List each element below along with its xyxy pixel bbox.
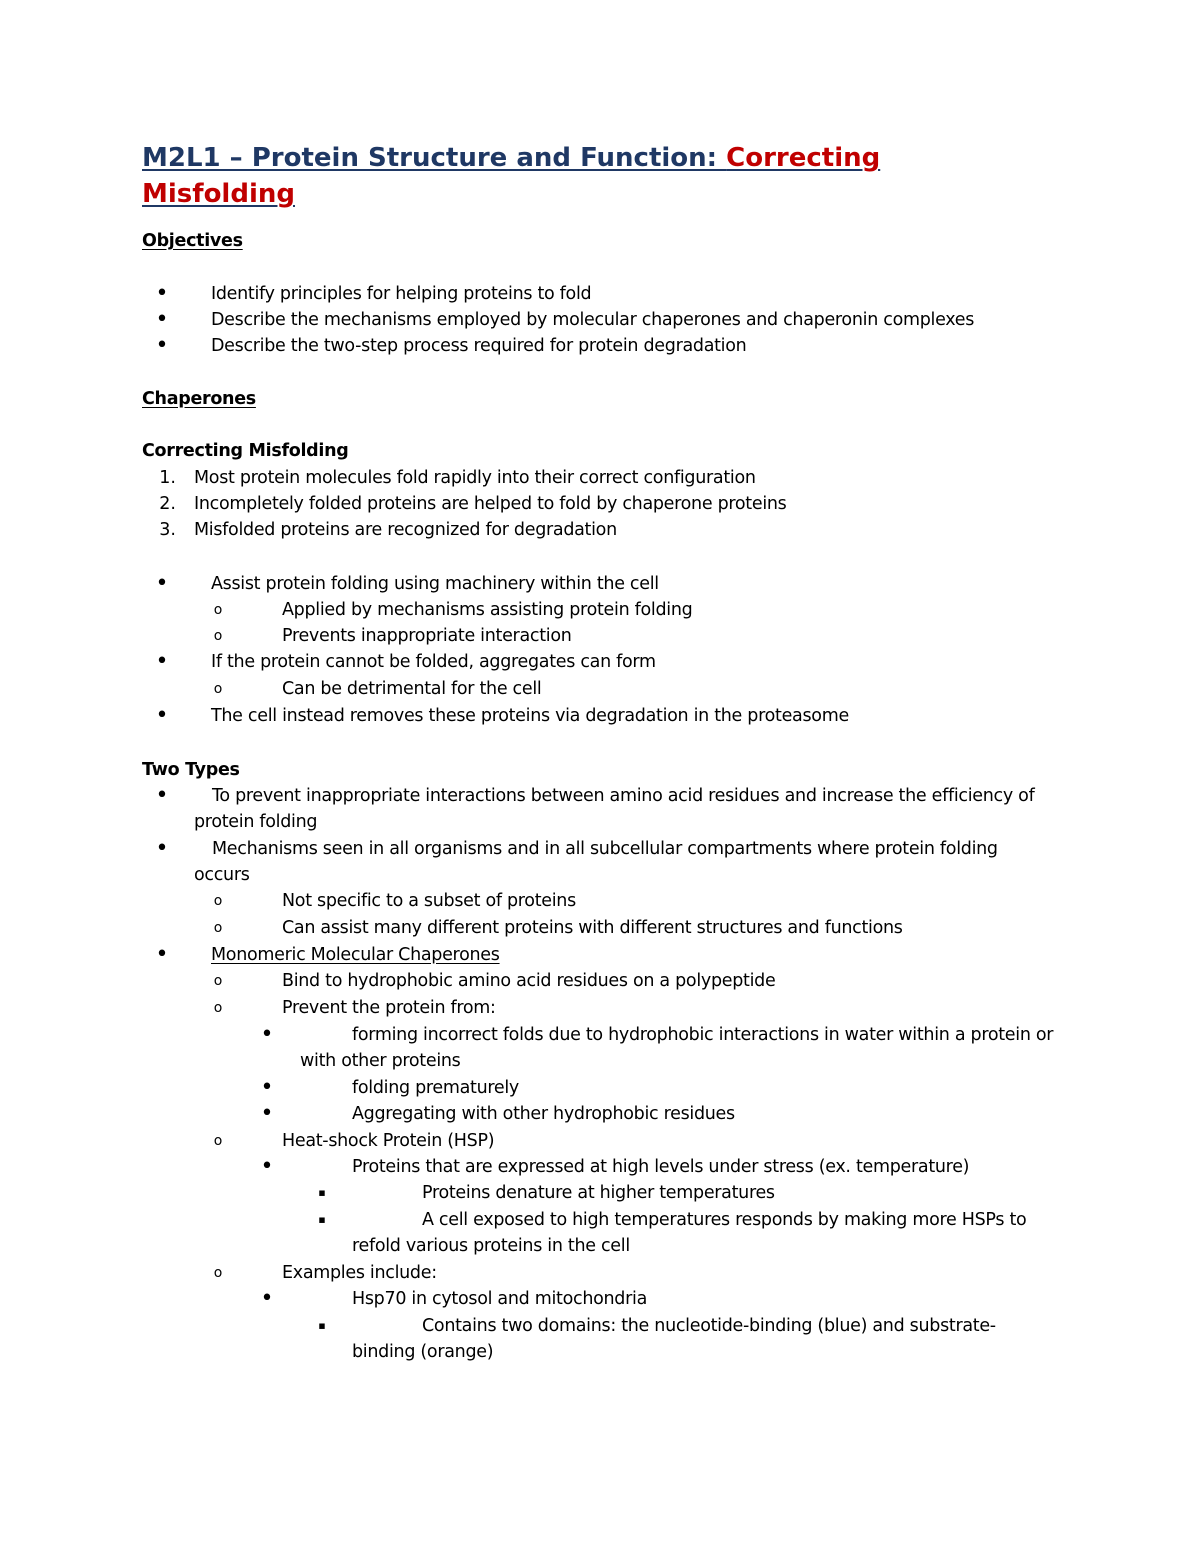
bullet-marker: •	[155, 281, 169, 306]
bullet-item: The cell instead removes these proteins via degradation in the proteasome	[211, 706, 849, 726]
monomeric-chaperones-label: Monomeric Molecular Chaperones	[211, 945, 500, 965]
correcting-misfolding-heading: Correcting Misfolding	[142, 441, 349, 461]
list-number: 1.	[159, 468, 176, 488]
bullet-marker: •	[155, 649, 169, 674]
sub-sub-bullet-item: Hsp70 in cytosol and mitochondria	[352, 1289, 647, 1309]
circle-marker: o	[213, 920, 223, 936]
bullet-marker: •	[260, 1286, 274, 1311]
sub-sub-bullet-item: forming incorrect folds due to hydrophobic interactions in water within a protein or with other proteins	[300, 1025, 1054, 1071]
sub-sub-bullet-item: folding prematurely	[352, 1078, 519, 1098]
list-number: 3.	[159, 520, 176, 540]
numbered-item: Misfolded proteins are recognized for degradation	[194, 520, 617, 540]
level4-item: A cell exposed to high temperatures responds by making more HSPs to refold various proteins in the cell	[352, 1210, 1027, 1256]
numbered-item: Most protein molecules fold rapidly into their correct configuration	[194, 468, 756, 488]
title-main: M2L1 – Protein Structure and Function:	[142, 143, 727, 173]
sub-bullet-item: Can be detrimental for the cell	[282, 679, 542, 699]
list-number: 2.	[159, 494, 176, 514]
circle-marker: o	[213, 973, 223, 989]
sub-bullet-item: Applied by mechanisms assisting protein folding	[282, 600, 693, 620]
objectives-heading: Objectives	[142, 231, 243, 251]
bullet-marker: •	[155, 942, 169, 967]
circle-marker: o	[213, 602, 223, 618]
level4-item: Proteins denature at higher temperatures	[422, 1183, 775, 1203]
bullet-marker: •	[155, 307, 169, 332]
bullet-item: If the protein cannot be folded, aggregates can form	[211, 652, 656, 672]
sub-sub-bullet-item: Aggregating with other hydrophobic residues	[352, 1104, 735, 1124]
chaperones-heading: Chaperones	[142, 389, 256, 409]
circle-marker: o	[213, 1000, 223, 1016]
circle-marker: o	[213, 893, 223, 909]
circle-marker: o	[213, 1133, 223, 1149]
bullet-marker: •	[260, 1075, 274, 1100]
sub-sub-bullet-item: Proteins that are expressed at high levels under stress (ex. temperature)	[352, 1157, 970, 1177]
sub-bullet-item: Prevents inappropriate interaction	[282, 626, 572, 646]
bullet-marker: •	[260, 1154, 274, 1179]
bullet-marker: •	[155, 836, 169, 861]
sub-bullet-item: Bind to hydrophobic amino acid residues on a polypeptide	[282, 971, 776, 991]
circle-marker: o	[213, 1265, 223, 1281]
numbered-item: Incompletely folded proteins are helped to fold by chaperone proteins	[194, 494, 787, 514]
two-types-heading: Two Types	[142, 760, 240, 780]
bullet-marker: •	[260, 1101, 274, 1126]
circle-marker: o	[213, 681, 223, 697]
bullet-marker: •	[155, 703, 169, 728]
objective-item: Describe the two-step process required for protein degradation	[211, 336, 747, 356]
bullet-item: Assist protein folding using machinery within the cell	[211, 574, 659, 594]
sub-bullet-item: Examples include:	[282, 1263, 437, 1283]
circle-marker: o	[213, 628, 223, 644]
sub-bullet-item: Prevent the protein from:	[282, 998, 496, 1018]
bullet-marker: •	[155, 571, 169, 596]
bullet-marker: •	[155, 783, 169, 808]
bullet-marker: •	[155, 333, 169, 358]
bullet-marker: •	[260, 1022, 274, 1047]
title-highlight: Correcting Misfolding	[142, 143, 881, 209]
sub-bullet-item: Heat-shock Protein (HSP)	[282, 1131, 495, 1151]
square-marker: ▪	[318, 1186, 326, 1199]
two-types-item: To prevent inappropriate interactions between amino acid residues and increase the efficiency of protein folding	[194, 786, 1035, 832]
page-title	[142, 140, 1042, 212]
two-types-item: Mechanisms seen in all organisms and in all subcellular compartments where protein folding occurs	[194, 839, 998, 885]
square-marker: ▪	[318, 1213, 326, 1226]
objective-item: Describe the mechanisms employed by molecular chaperones and chaperonin complexes	[211, 310, 975, 330]
square-marker: ▪	[318, 1319, 326, 1332]
level4-item: Contains two domains: the nucleotide-binding (blue) and substrate-binding (orange)	[352, 1316, 996, 1362]
objective-item: Identify principles for helping proteins to fold	[211, 284, 592, 304]
sub-bullet-item: Not specific to a subset of proteins	[282, 891, 576, 911]
sub-bullet-item: Can assist many different proteins with different structures and functions	[282, 918, 903, 938]
